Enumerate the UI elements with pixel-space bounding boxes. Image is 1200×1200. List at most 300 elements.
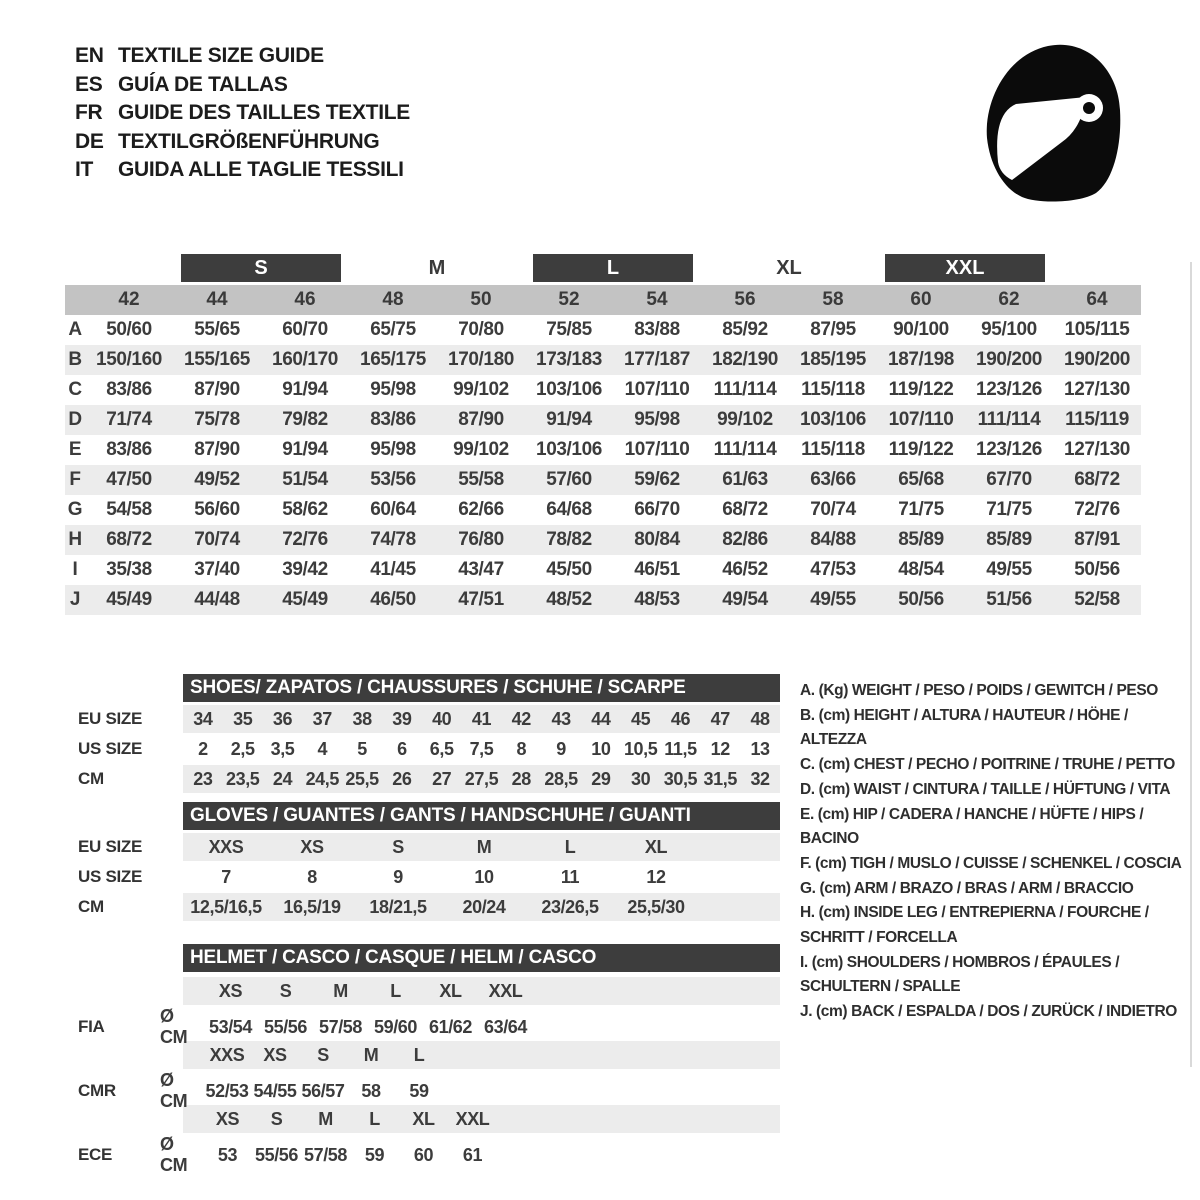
shoes-cell: 28 [511, 768, 531, 789]
size-cell: 87/90 [194, 439, 240, 460]
shoes-cell: 26 [392, 768, 412, 789]
size-cell: 99/102 [453, 439, 509, 460]
size-cell: 83/88 [634, 319, 680, 340]
size-cell: 75/85 [546, 319, 592, 340]
size-cell: 48/54 [898, 559, 944, 580]
row-label: G [67, 499, 83, 520]
gloves-row-label: CM [78, 897, 104, 916]
shoes-cell: 13 [750, 738, 770, 759]
language-title: GUIDE DES TAILLES TEXTILE [118, 101, 410, 125]
size-cell: 127/130 [1064, 439, 1130, 460]
size-cell: 87/95 [810, 319, 856, 340]
helmet-size-cell: 55/56 [263, 1016, 308, 1037]
shoes-cell: 46 [670, 708, 691, 729]
size-number-band [65, 285, 1141, 315]
helmet-size-header: XS [218, 980, 243, 1001]
size-cell: 91/94 [282, 439, 328, 460]
helmet-size-cell: 61 [462, 1144, 483, 1165]
size-cell: 83/86 [106, 439, 152, 460]
size-cell: 165/175 [360, 349, 426, 370]
shoes-cell: 32 [750, 768, 770, 789]
size-group-row [65, 253, 1141, 284]
gloves-row [78, 892, 780, 922]
helmet-size-header: XXL [488, 980, 523, 1001]
helmet-size-header: M [333, 980, 348, 1001]
size-cell: 80/84 [634, 529, 680, 550]
size-cell: 107/110 [624, 439, 690, 460]
helmet-size-cell: 59 [409, 1080, 429, 1101]
helmet-sizes-row [78, 976, 780, 1006]
legend-line: H. (cm) INSIDE LEG / ENTREPIERNA / FOURCHE / [800, 904, 1149, 922]
helmet-size-cell: 58 [361, 1080, 381, 1101]
size-cell: 60/64 [370, 499, 416, 520]
size-cell: 103/106 [800, 409, 866, 430]
size-cell: 37/40 [194, 559, 240, 580]
helmet-size-cell: 61/62 [428, 1016, 473, 1037]
size-cell: 64/68 [546, 499, 592, 520]
size-cell: 51/54 [282, 469, 328, 490]
shoes-cell: 2 [198, 738, 208, 759]
size-cell: 46/51 [634, 559, 680, 580]
size-cell: 115/118 [801, 379, 865, 400]
language-title: TEXTILGRÖßENFÜHRUNG [118, 129, 380, 153]
size-table-row [65, 315, 1141, 345]
size-column-header: 44 [206, 289, 228, 310]
size-cell: 56/60 [194, 499, 240, 520]
helmet-size-header: L [390, 980, 401, 1001]
size-cell: 35/38 [106, 559, 152, 580]
size-cell: 49/52 [194, 469, 240, 490]
textile-size-table [65, 253, 1141, 615]
size-cell: 115/118 [801, 439, 865, 460]
size-cell: 49/55 [986, 559, 1032, 580]
size-cell: 190/200 [976, 349, 1042, 370]
shoes-cell: 40 [432, 708, 452, 729]
gloves-cell: XS [300, 836, 324, 857]
size-table-row [65, 585, 1141, 615]
row-label: D [68, 409, 82, 430]
size-cell: 71/74 [106, 409, 152, 430]
helmet-section [78, 944, 780, 1175]
size-cell: 115/119 [1065, 409, 1129, 430]
shoes-row-label: US SIZE [78, 739, 143, 758]
size-cell: 72/76 [1074, 499, 1120, 520]
size-column-header: 64 [1086, 289, 1108, 310]
helmet-size-header: L [413, 1044, 425, 1065]
size-cell: 49/55 [810, 589, 856, 610]
size-cell: 185/195 [800, 349, 866, 370]
gloves-cell: 16,5/19 [283, 896, 341, 917]
row-label: H [68, 529, 82, 550]
size-cell: 59/62 [634, 469, 680, 490]
gloves-cell: 12 [646, 866, 666, 887]
size-cell: 87/90 [458, 409, 504, 430]
size-cell: 58/62 [282, 499, 328, 520]
shoes-cell: 30,5 [663, 768, 698, 789]
row-label: B [68, 349, 82, 370]
size-cell: 85/89 [986, 529, 1032, 550]
helmet-title: HELMET / CASCO / CASQUE / HELM / CASCO [190, 947, 597, 968]
legend-line: E. (cm) HIP / CADERA / HANCHE / HÜFTE / HIPS / BACINO [800, 805, 1144, 848]
size-column-header: 46 [294, 289, 316, 310]
size-cell: 107/110 [624, 379, 690, 400]
size-column-header: 62 [998, 289, 1020, 310]
legend-line: SCHULTERN / SPALLE [800, 978, 961, 996]
size-cell: 55/58 [458, 469, 504, 490]
helmet-size-cell: 57/58 [318, 1016, 363, 1037]
size-cell: 60/70 [282, 319, 328, 340]
size-cell: 39/42 [282, 559, 328, 580]
size-cell: 111/114 [713, 439, 777, 460]
shoes-cell: 27 [432, 768, 452, 789]
size-cell: 119/122 [888, 439, 954, 460]
size-cell: 103/106 [536, 439, 602, 460]
helmet-size-cell: 52/53 [205, 1080, 249, 1101]
size-column-header: 56 [734, 289, 756, 310]
language-row [75, 128, 410, 157]
shoes-cell: 24 [272, 768, 293, 789]
helmet-size-header: M [363, 1044, 379, 1065]
helmet-standard-row [78, 1070, 780, 1111]
gloves-row [78, 862, 780, 892]
size-cell: 123/126 [976, 379, 1042, 400]
legend-line: C. (cm) CHEST / PECHO / POITRINE / TRUHE / PETTO [800, 756, 1175, 774]
shoes-cell: 10 [591, 738, 611, 759]
size-cell: 111/114 [977, 409, 1041, 430]
size-cell: 75/78 [194, 409, 240, 430]
gloves-row-label: EU SIZE [78, 837, 143, 856]
size-cell: 78/82 [546, 529, 592, 550]
gloves-cell: 12,5/16,5 [190, 896, 262, 917]
shoes-cell: 36 [272, 708, 293, 729]
shoes-row [78, 734, 780, 764]
visor-pivot-center [1083, 102, 1095, 114]
language-code: FR [75, 101, 103, 125]
size-cell: 107/110 [888, 409, 954, 430]
size-cell: 95/98 [370, 439, 416, 460]
size-group-xl: XL [776, 257, 802, 279]
size-column-header: 52 [558, 289, 580, 310]
shoes-cell: 39 [392, 708, 412, 729]
racing-helmet-icon [982, 40, 1134, 208]
shoes-cell: 5 [357, 738, 367, 759]
shoes-cell: 9 [556, 738, 566, 759]
size-cell: 70/80 [458, 319, 504, 340]
helmet-size-header: L [369, 1108, 380, 1129]
size-cell: 95/98 [634, 409, 680, 430]
shoes-cell: 45 [631, 708, 651, 729]
shoes-row [78, 764, 780, 794]
size-cell: 74/78 [370, 529, 416, 550]
size-group-xxl: XXL [885, 254, 1045, 282]
helmet-size-cell: 59 [364, 1144, 385, 1165]
helmet-size-cell: 55/56 [254, 1144, 299, 1165]
size-cell: 45/50 [546, 559, 592, 580]
size-column-header: 58 [822, 289, 844, 310]
shoes-cell: 24,5 [305, 768, 339, 789]
shoes-cell: 27,5 [464, 768, 499, 789]
size-cell: 47/51 [458, 589, 504, 610]
gloves-cell: 23/26,5 [541, 896, 599, 917]
shoes-cell: 48 [750, 708, 770, 729]
size-table-row [65, 435, 1141, 465]
row-label: A [68, 319, 82, 340]
helmet-standard-row [78, 1006, 780, 1047]
legend-line: SCHRITT / FORCELLA [800, 929, 958, 947]
size-cell: 83/86 [106, 379, 152, 400]
size-table-row [65, 375, 1141, 405]
row-label: I [72, 559, 78, 580]
language-code: DE [75, 129, 104, 153]
size-cell: 45/49 [282, 589, 328, 610]
gloves-title: GLOVES / GUANTES / GANTS / HANDSCHUHE / GUANTI [190, 805, 691, 826]
size-table-row [65, 405, 1141, 435]
helmet-size-header: M [318, 1108, 333, 1129]
gloves-cell: 20/24 [462, 896, 506, 917]
size-cell: 127/130 [1064, 379, 1130, 400]
helmet-size-cell: 56/57 [301, 1080, 345, 1101]
row-label: F [69, 469, 81, 490]
size-cell: 44/48 [194, 589, 240, 610]
size-column-header: 50 [470, 289, 492, 310]
gloves-table [78, 832, 780, 922]
shoes-cell: 23 [193, 768, 213, 789]
size-cell: 103/106 [536, 379, 602, 400]
size-cell: 71/75 [898, 499, 944, 520]
legend-line: A. (Kg) WEIGHT / PESO / POIDS / GEWITCH / PESO [800, 682, 1158, 699]
size-cell: 51/56 [986, 589, 1032, 610]
size-cell: 182/190 [712, 349, 778, 370]
measurement-legend [800, 679, 1185, 1025]
size-cell: 170/180 [448, 349, 514, 370]
row-label: J [69, 589, 81, 610]
helmet-size-header: S [270, 1108, 283, 1129]
gloves-row [78, 832, 780, 862]
size-cell: 85/89 [898, 529, 944, 550]
size-table-row [65, 495, 1141, 525]
gloves-cell: 18/21,5 [369, 896, 427, 917]
size-cell: 160/170 [272, 349, 338, 370]
size-table-row [65, 555, 1141, 585]
size-cell: 48/52 [546, 589, 592, 610]
shoes-row [78, 704, 780, 734]
size-cell: 70/74 [194, 529, 240, 550]
size-cell: 95/98 [370, 379, 416, 400]
size-cell: 53/56 [370, 469, 416, 490]
helmet-standard-label: ECE [78, 1145, 113, 1164]
shoes-cell: 37 [312, 708, 332, 729]
shoes-cell: 42 [511, 708, 531, 729]
helmet-size-header: XS [215, 1108, 240, 1129]
size-cell: 63/66 [810, 469, 856, 490]
language-title: GUÍA DE TALLAS [118, 72, 288, 96]
size-cell: 190/200 [1064, 349, 1130, 370]
shoes-table [78, 704, 780, 794]
helmet-size-cell: 53 [217, 1144, 238, 1165]
gloves-cell: 25,5/30 [627, 896, 685, 917]
size-cell: 99/102 [717, 409, 773, 430]
size-cell: 41/45 [370, 559, 416, 580]
right-edge-line [1190, 262, 1192, 1067]
language-header [75, 42, 410, 185]
helmet-size-header: S [317, 1044, 329, 1065]
shoes-cell: 29 [591, 768, 611, 789]
size-cell: 90/100 [893, 319, 949, 340]
size-table-row [65, 465, 1141, 495]
language-code: IT [75, 158, 94, 182]
size-cell: 49/54 [722, 589, 768, 610]
shoes-cell: 6,5 [429, 738, 454, 759]
shoes-title-bar [183, 674, 780, 702]
language-row [75, 156, 410, 185]
shoes-cell: 6 [397, 738, 407, 759]
shoes-cell: 44 [591, 708, 611, 729]
shoes-row-label: EU SIZE [78, 709, 143, 728]
gloves-cell: 7 [221, 866, 231, 887]
gloves-cell: S [392, 836, 404, 857]
size-cell: 76/80 [458, 529, 504, 550]
helmet-standard-row [78, 1134, 780, 1175]
size-group-m: M [428, 257, 446, 279]
shoes-cell: 38 [352, 708, 372, 729]
size-cell: 79/82 [282, 409, 328, 430]
size-cell: 99/102 [453, 379, 509, 400]
size-table-row [65, 525, 1141, 555]
helmet-size-cell: 60 [413, 1144, 434, 1165]
size-cell: 105/115 [1064, 319, 1130, 340]
size-cell: 57/60 [546, 469, 592, 490]
row-label: E [68, 439, 82, 460]
language-row [75, 42, 410, 71]
size-cell: 54/58 [106, 499, 152, 520]
shoes-cell: 30 [631, 768, 651, 789]
size-cell: 50/60 [106, 319, 152, 340]
size-cell: 91/94 [546, 409, 592, 430]
size-cell: 119/122 [888, 379, 954, 400]
gloves-cell: 8 [307, 866, 317, 887]
helmet-size-cell: 63/64 [483, 1016, 528, 1037]
gloves-cell: XL [644, 836, 668, 857]
helmet-size-cell: 57/58 [303, 1144, 348, 1165]
shoes-cell: 25,5 [345, 768, 379, 789]
legend-line: B. (cm) HEIGHT / ALTURA / HAUTEUR / HÖHE / ALTEZZA [800, 706, 1128, 749]
helmet-title-bar [183, 944, 780, 972]
size-cell: 50/56 [1074, 559, 1120, 580]
size-table-body [65, 315, 1141, 615]
gloves-cell: L [564, 836, 576, 857]
size-cell: 65/68 [898, 469, 944, 490]
size-cell: 85/92 [722, 319, 768, 340]
size-cell: 55/65 [194, 319, 240, 340]
helmet-size-header: XXL [455, 1108, 490, 1129]
size-cell: 87/90 [194, 379, 240, 400]
size-cell: 84/88 [810, 529, 856, 550]
gloves-row-label: US SIZE [78, 867, 143, 886]
band-spacer [65, 285, 85, 315]
helmet-size-header: S [279, 980, 292, 1001]
gloves-cell: M [476, 836, 492, 857]
shoes-cell: 10,5 [623, 738, 658, 759]
helmet-size-cell: 59/60 [373, 1016, 418, 1037]
size-cell: 82/86 [722, 529, 768, 550]
gloves-cell: 9 [393, 866, 403, 887]
shoes-cell: 11,5 [664, 738, 697, 759]
size-cell: 48/53 [634, 589, 680, 610]
language-row [75, 99, 410, 128]
size-cell: 91/94 [282, 379, 328, 400]
size-cell: 70/74 [810, 499, 856, 520]
helmet-standard-label: FIA [78, 1017, 105, 1036]
shoes-cell: 28,5 [544, 768, 578, 789]
language-title: TEXTILE SIZE GUIDE [118, 44, 324, 68]
size-cell: 47/53 [810, 559, 856, 580]
shoes-cell: 47 [710, 708, 730, 729]
size-cell: 95/100 [981, 319, 1037, 340]
language-title: GUIDA ALLE TAGLIE TESSILI [118, 158, 404, 182]
helmet-unit-label: Ø CM [160, 1070, 188, 1111]
size-cell: 150/160 [96, 349, 162, 370]
shoes-cell: 43 [551, 708, 571, 729]
language-code: EN [75, 44, 104, 68]
size-cell: 72/76 [282, 529, 328, 550]
size-cell: 87/91 [1074, 529, 1120, 550]
helmet-size-header: XXS [209, 1044, 245, 1065]
language-code: ES [75, 72, 103, 96]
legend-line: J. (cm) BACK / ESPALDA / DOS / ZURÜCK / INDIETRO [800, 1003, 1177, 1021]
gloves-cell: 10 [474, 866, 494, 887]
size-cell: 68/72 [106, 529, 152, 550]
shoes-cell: 12 [710, 738, 730, 759]
size-cell: 62/66 [458, 499, 504, 520]
row-label: C [68, 379, 82, 400]
size-column-header: 54 [646, 289, 668, 310]
size-column-header: 42 [118, 289, 140, 310]
helmet-standard-label: CMR [78, 1081, 116, 1100]
gloves-section [78, 802, 780, 922]
shoes-cell: 8 [516, 738, 527, 759]
size-cell: 123/126 [976, 439, 1042, 460]
size-cell: 67/70 [986, 469, 1032, 490]
size-cell: 68/72 [1074, 469, 1120, 490]
language-row [75, 71, 410, 100]
shoes-section [78, 674, 780, 794]
size-cell: 187/198 [888, 349, 954, 370]
legend-line: F. (cm) TIGH / MUSLO / CUISSE / SCHENKEL / COSCIA [800, 854, 1182, 872]
size-cell: 61/63 [722, 469, 768, 490]
shoes-cell: 34 [193, 708, 213, 729]
size-column-header: 60 [910, 289, 932, 310]
size-column-header: 48 [382, 289, 404, 310]
helmet-size-header: XS [263, 1044, 287, 1065]
gloves-title-bar [183, 802, 780, 830]
size-cell: 45/49 [106, 589, 152, 610]
size-cell: 177/187 [624, 349, 690, 370]
size-table-row [65, 345, 1141, 375]
size-cell: 173/183 [536, 349, 602, 370]
gloves-cell: 11 [560, 866, 580, 887]
shoes-cell: 7,5 [469, 738, 494, 759]
shoes-row-label: CM [78, 769, 104, 788]
size-group-s: S [181, 254, 341, 282]
shoes-cell: 35 [233, 708, 253, 729]
shoes-cell: 2,5 [230, 738, 255, 759]
helmet-unit-label: Ø CM [160, 1006, 188, 1047]
shoes-cell: 23,5 [225, 768, 260, 789]
helmet-unit-label: Ø CM [160, 1134, 188, 1175]
size-cell: 43/47 [458, 559, 504, 580]
size-cell: 71/75 [986, 499, 1032, 520]
size-cell: 46/52 [722, 559, 768, 580]
